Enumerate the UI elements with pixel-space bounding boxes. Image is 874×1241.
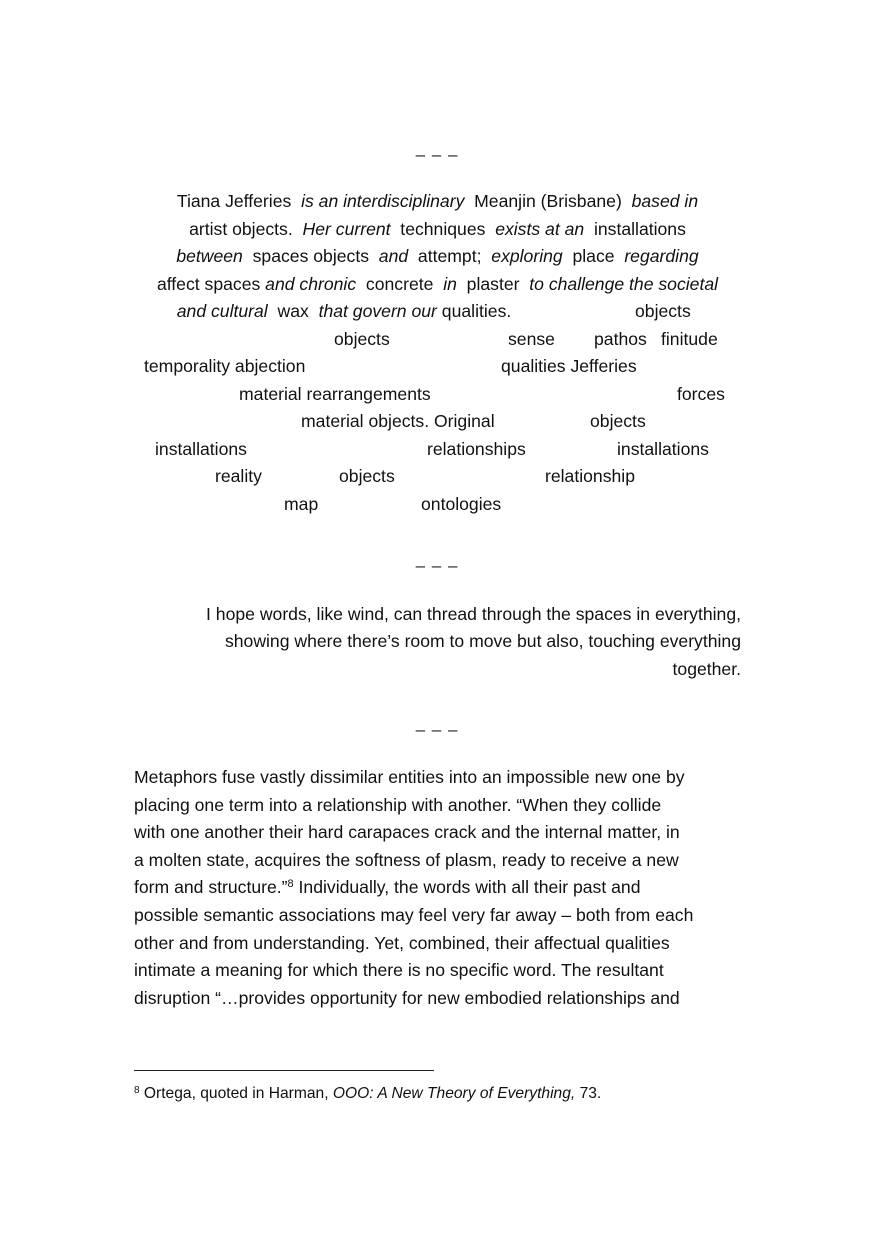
scattered-word: relationship — [545, 466, 635, 486]
poem-italic-text: and cultural — [176, 301, 268, 321]
section-separator: – – – — [415, 145, 459, 164]
footnote — [134, 1085, 601, 1103]
poem-text: wax — [267, 301, 319, 321]
poem-italic-text: exists at an — [495, 219, 585, 239]
poem-italic-text: based in — [631, 191, 699, 211]
paragraph-text: form and structure.” — [134, 877, 288, 898]
quote-line: together. — [672, 659, 741, 679]
scattered-word: temporality abjection — [144, 356, 306, 376]
poem-italic-text: that govern our — [318, 301, 437, 321]
footnote-book-title: OOO: A New Theory of Everything, — [332, 1085, 576, 1102]
quote-line: showing where there’s room to move but also, touching everything — [224, 631, 741, 651]
body-paragraph — [134, 764, 744, 1012]
footnote-number: 8 — [134, 1085, 140, 1096]
poem-line — [134, 246, 741, 266]
poem-line — [134, 219, 741, 239]
paragraph-line: intimate a meaning for which there is no specific word. The resultant — [134, 960, 664, 981]
poem-text: place — [562, 246, 625, 266]
paragraph-line: a molten state, acquires the softness of plasm, ready to receive a new — [134, 849, 679, 870]
scattered-word: installations — [617, 439, 709, 459]
poem-text: artist objects. — [189, 219, 303, 239]
scattered-word: finitude — [661, 329, 718, 349]
paragraph-line: possible semantic associations may feel very far away – both from each — [134, 904, 694, 925]
paragraph-line: Metaphors fuse vastly dissimilar entities into an impossible new one by — [134, 767, 685, 787]
scattered-word: sense — [508, 329, 555, 349]
poem-italic-text: and chronic — [265, 274, 357, 294]
poem-italic-text: between — [176, 246, 243, 266]
scattered-word: installations — [155, 439, 247, 459]
scattered-word: forces — [677, 384, 725, 404]
paragraph-line: other and from understanding. Yet, combined, their affectual qualities — [134, 932, 670, 953]
scattered-word: objects — [334, 329, 390, 349]
poem-text: Meanjin (Brisbane) — [464, 191, 632, 211]
footnote-text: 73. — [575, 1085, 602, 1102]
poem-italic-text: exploring — [491, 246, 563, 266]
footnote-text: Ortega, quoted in Harman, — [139, 1085, 333, 1102]
scattered-word: objects — [635, 301, 691, 321]
paragraph-line: with one another their hard carapaces crack and the internal matter, in — [134, 822, 680, 843]
section-separator: – – – — [415, 556, 459, 575]
scattered-word: objects — [590, 411, 646, 431]
poem-text: spaces objects — [242, 246, 379, 266]
poem-italic-text: and — [378, 246, 409, 266]
poem-line — [134, 274, 741, 294]
scattered-word: reality — [215, 466, 262, 486]
scattered-word: pathos — [594, 329, 647, 349]
poem-italic-text: Her current — [302, 219, 391, 239]
footnote-divider — [134, 1070, 434, 1071]
poem-text: qualities. — [436, 301, 512, 321]
poem-italic-text: is an interdisciplinary — [301, 191, 465, 211]
footnote-reference: 8 — [287, 878, 294, 891]
paragraph-line: placing one term into a relationship with another. “When they collide — [134, 794, 662, 815]
scattered-word: ontologies — [421, 494, 502, 514]
poem-text: installations — [584, 219, 686, 239]
poem-text: plaster — [456, 274, 530, 294]
scattered-word: material objects. Original — [301, 411, 495, 431]
poem-italic-text: regarding — [624, 246, 699, 266]
section-separator: – – – — [415, 720, 459, 739]
quote-line: I hope words, like wind, can thread through the spaces in everything, — [206, 604, 741, 624]
poem-line — [134, 301, 554, 321]
paragraph-line — [134, 874, 744, 902]
scattered-word: material rearrangements — [239, 384, 431, 404]
poem-italic-text: to challenge the societal — [529, 274, 719, 294]
poem-text: Tiana Jefferies — [176, 191, 292, 211]
scattered-word: relationships — [427, 439, 526, 459]
poem-text: affect spaces — [156, 274, 266, 294]
scattered-word: map — [284, 494, 319, 514]
scattered-word: qualities Jefferies — [501, 356, 637, 376]
poem-line — [134, 191, 741, 211]
scattered-word: objects — [339, 466, 395, 486]
poem-text: techniques — [390, 219, 496, 239]
poem-italic-text: in — [443, 274, 457, 294]
poem-text: concrete — [356, 274, 444, 294]
paragraph-text: Individually, the words with all their past and — [293, 877, 641, 898]
paragraph-line: disruption “…provides opportunity for new embodied relationships and — [134, 987, 680, 1008]
poem-text — [291, 191, 301, 211]
poem-text: attempt; — [408, 246, 492, 266]
